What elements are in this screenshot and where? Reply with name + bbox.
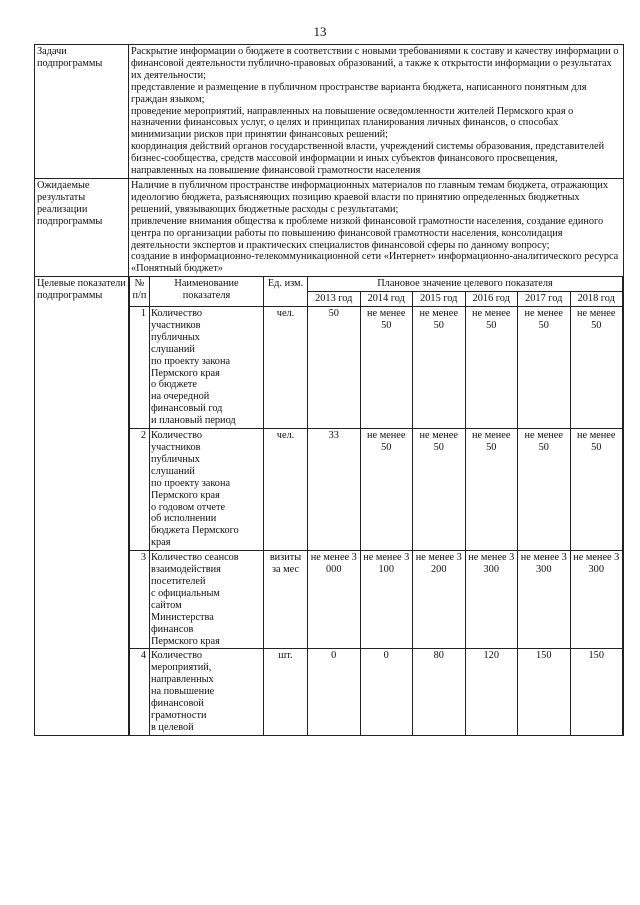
indicator-value: не менее 50 bbox=[465, 307, 518, 429]
indicator-name-line: сайтом bbox=[151, 599, 182, 611]
indicator-value: 0 bbox=[360, 649, 413, 735]
indicator-value: не менее 3 300 bbox=[570, 551, 623, 649]
row-number: 4 bbox=[130, 649, 150, 735]
indicator-name-line: Количество bbox=[151, 308, 203, 320]
indicator-name-line: Министерства bbox=[151, 611, 214, 623]
indicator-name-line: посетителей bbox=[151, 575, 206, 587]
indicator-value: не менее 50 bbox=[465, 429, 518, 551]
indicator-name-line: грамотности bbox=[151, 709, 207, 721]
indicator-value: не менее 50 bbox=[413, 429, 466, 551]
indicator-value: 150 bbox=[518, 649, 571, 735]
indicator-value: не менее 3 200 bbox=[413, 551, 466, 649]
indicator-value: не менее 50 bbox=[570, 307, 623, 429]
indicator-name-line: в целевой bbox=[151, 721, 194, 733]
header-name: Наименование показателя bbox=[150, 277, 264, 307]
indicator-value: не менее 50 bbox=[570, 429, 623, 551]
indicator-name-line: об исполнении bbox=[151, 513, 217, 525]
indicator-name-line: бюджета Пермского bbox=[151, 525, 239, 537]
indicator-name-line: Количество bbox=[151, 430, 203, 442]
indicator-value: не менее 50 bbox=[518, 307, 571, 429]
indicator-name-line: края bbox=[151, 537, 171, 549]
header-unit: Ед. изм. bbox=[264, 277, 308, 307]
tasks-paragraph: представление и размещение в публичном пространстве варианта бюджета, написанного понятным для граждан языком; bbox=[131, 81, 587, 105]
indicator-name-line: мероприятий, bbox=[151, 662, 212, 674]
results-row bbox=[35, 178, 624, 276]
indicator-value: не менее 50 bbox=[360, 307, 413, 429]
indicator-value: не менее 3 000 bbox=[308, 551, 361, 649]
indicators-table bbox=[129, 276, 623, 736]
indicator-name-line: финансовый год bbox=[151, 403, 223, 415]
indicator-name-line: Пермского края bbox=[151, 489, 220, 501]
indicator-unit: чел. bbox=[264, 429, 308, 551]
header-year: 2016 год bbox=[465, 292, 518, 307]
indicator-name-line: о годовом отчете bbox=[151, 501, 226, 513]
indicator-name bbox=[150, 307, 264, 429]
tasks-paragraph: Раскрытие информации о бюджете в соответствии с новыми требованиями к составу и качеству информации о финансовой деятельности публично-правовых образований, а также к открытости информации о результатах их деятельности; bbox=[131, 46, 619, 81]
indicator-unit: чел. bbox=[264, 307, 308, 429]
header-planned: Плановое значение целевого показателя bbox=[308, 277, 623, 292]
indicator-value: 50 bbox=[308, 307, 361, 429]
tasks-label: Задачи подпрограммы bbox=[35, 45, 129, 179]
targets-label: Целевые показатели подпрограммы bbox=[35, 277, 129, 736]
indicator-value: 150 bbox=[570, 649, 623, 735]
indicator-value: не менее 50 bbox=[360, 429, 413, 551]
indicator-name bbox=[150, 429, 264, 551]
indicator-name-line: слушаний bbox=[151, 343, 195, 355]
results-label: Ожидаемые результаты реализации подпрограммы bbox=[35, 178, 129, 276]
page-number: 13 bbox=[313, 24, 327, 39]
row-number: 1 bbox=[130, 307, 150, 429]
indicator-name-line: на очередной bbox=[151, 391, 210, 403]
table-row bbox=[130, 551, 623, 649]
indicator-name-line: финансовой bbox=[151, 698, 204, 710]
header-year: 2017 год bbox=[518, 292, 571, 307]
indicator-name-line: публичных bbox=[151, 453, 200, 465]
indicator-name-line: публичных bbox=[151, 331, 200, 343]
header-year: 2014 год bbox=[360, 292, 413, 307]
tasks-paragraph: координация действий органов государственной власти, учреждений системы образования, представителей бизнес-сообщества, средств массовой информации и иных субъектов финансового просвещения, направленных на повышение финансовой грамотности населения bbox=[131, 141, 605, 177]
indicator-name bbox=[150, 649, 264, 735]
indicator-unit: шт. bbox=[264, 649, 308, 735]
targets-row bbox=[35, 277, 624, 736]
indicator-value: 80 bbox=[413, 649, 466, 735]
results-paragraph: привлечение внимания общества к проблеме низкой финансовой грамотности населения, создание единого центра по организации работы по повышению финансовой грамотности населения, консолидация деятельности экспертов и практических специалистов финансовой сферы по данному вопросу; bbox=[131, 215, 604, 251]
indicator-name-line: Количество bbox=[151, 650, 203, 662]
tasks-content bbox=[129, 45, 624, 179]
indicator-unit: визиты за мес bbox=[264, 551, 308, 649]
targets-content bbox=[129, 277, 624, 736]
table-row bbox=[130, 307, 623, 429]
tasks-row bbox=[35, 45, 624, 179]
indicator-name bbox=[150, 551, 264, 649]
subprogram-passport-table bbox=[34, 44, 624, 736]
indicator-value: не менее 3 300 bbox=[518, 551, 571, 649]
indicator-name-line: и плановый период bbox=[151, 415, 236, 427]
indicator-value: 0 bbox=[308, 649, 361, 735]
table-row bbox=[130, 429, 623, 551]
indicator-name-line: финансов bbox=[151, 623, 194, 635]
indicator-name-line: участников bbox=[151, 319, 201, 331]
indicator-name-line: на повышение bbox=[151, 686, 215, 698]
header-num: № п/п bbox=[130, 277, 150, 307]
indicator-value: не менее 50 bbox=[518, 429, 571, 551]
header-year: 2018 год bbox=[570, 292, 623, 307]
indicator-name-line: с официальным bbox=[151, 587, 220, 599]
indicator-value: не менее 3 300 bbox=[465, 551, 518, 649]
indicator-value: 33 bbox=[308, 429, 361, 551]
indicator-name-line: Количество сеансов bbox=[151, 552, 239, 564]
indicator-name-line: взаимодействия bbox=[151, 564, 221, 576]
indicator-name-line: Пермского края bbox=[151, 635, 220, 647]
indicator-name-line: направленных bbox=[151, 674, 214, 686]
header-year: 2013 год bbox=[308, 292, 361, 307]
indicator-name-line: о бюджете bbox=[151, 379, 197, 391]
table-row bbox=[130, 649, 623, 735]
results-content bbox=[129, 178, 624, 276]
indicator-name-line: слушаний bbox=[151, 465, 195, 477]
indicator-name-line: участников bbox=[151, 442, 201, 453]
indicator-value: не менее 3 100 bbox=[360, 551, 413, 649]
header-year: 2015 год bbox=[413, 292, 466, 307]
indicator-value: не менее 50 bbox=[413, 307, 466, 429]
indicator-name-line: по проекту закона bbox=[151, 477, 231, 489]
indicator-name-line: по проекту закона bbox=[151, 355, 231, 367]
results-paragraph: создание в информационно-телекоммуникационной сети «Интернет» информационно-аналитического ресурса «Понятный бюджет» bbox=[131, 251, 619, 275]
results-paragraph: Наличие в публичном пространстве информационных материалов по главным темам бюджета, отражающих идеологию бюджета, разъясняющих позицию краевой власти по принятию определенных бюджетных решений, увязывающих бюджетные расходы с результатами; bbox=[131, 179, 609, 215]
tasks-paragraph: проведение мероприятий, направленных на повышение осведомленности жителей Пермского края о назначении финансовых услуг, о целях и принципах планирования личных финансов, о способах минимизации рисков при принятии финансовых решений; bbox=[131, 105, 574, 141]
row-number: 2 bbox=[130, 429, 150, 551]
row-number: 3 bbox=[130, 551, 150, 649]
indicator-name-line: Пермского края bbox=[151, 367, 220, 379]
indicator-value: 120 bbox=[465, 649, 518, 735]
